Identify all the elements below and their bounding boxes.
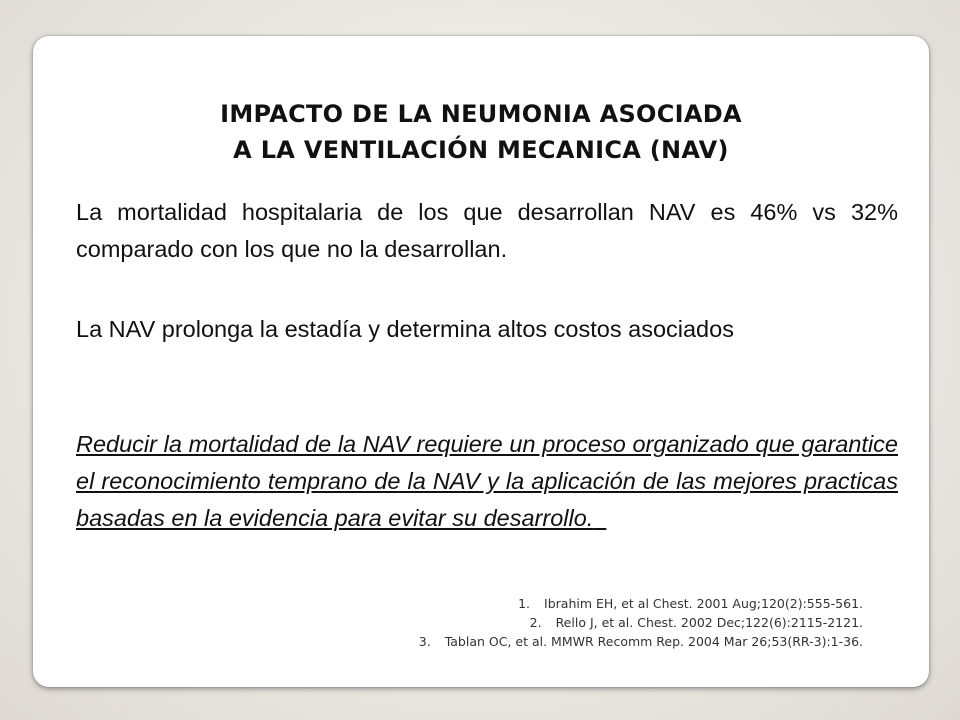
- title-line-2: A LA VENTILACIÓN MECANICA (NAV): [233, 136, 729, 164]
- cost-paragraph: La NAV prolonga la estadía y determina altos costos asociados: [76, 316, 734, 342]
- references-list: [419, 594, 863, 651]
- reference-item: [419, 594, 863, 613]
- reference-text: Ibrahim EH, et al Chest. 2001 Aug;120(2):555-561.: [544, 596, 863, 611]
- slide-card: [33, 36, 929, 687]
- reference-number: 2.: [529, 615, 542, 630]
- recommendation-paragraph: Reducir la mortalidad de la NAV requiere un proceso organizado que garantice el reconocimiento temprano de la NAV y la aplicación de las mejores practicas basadas en la evidencia para evitar su desarrollo.: [76, 431, 898, 531]
- reference-text: Rello J, et al. Chest. 2002 Dec;122(6):2115-2121.: [555, 615, 863, 630]
- reference-item: [419, 632, 863, 651]
- reference-number: 3.: [418, 634, 431, 649]
- reference-number: 1.: [518, 596, 531, 611]
- title-line-1: IMPACTO DE LA NEUMONIA ASOCIADA: [220, 100, 742, 128]
- slide-title: [33, 96, 929, 168]
- mortality-paragraph: La mortalidad hospitalaria de los que desarrollan NAV es 46% vs 32% comparado con los que no la desarrollan.: [76, 199, 898, 262]
- reference-text: Tablan OC, et al. MMWR Recomm Rep. 2004 Mar 26;53(RR-3):1-36.: [444, 634, 863, 649]
- reference-item: [419, 613, 863, 632]
